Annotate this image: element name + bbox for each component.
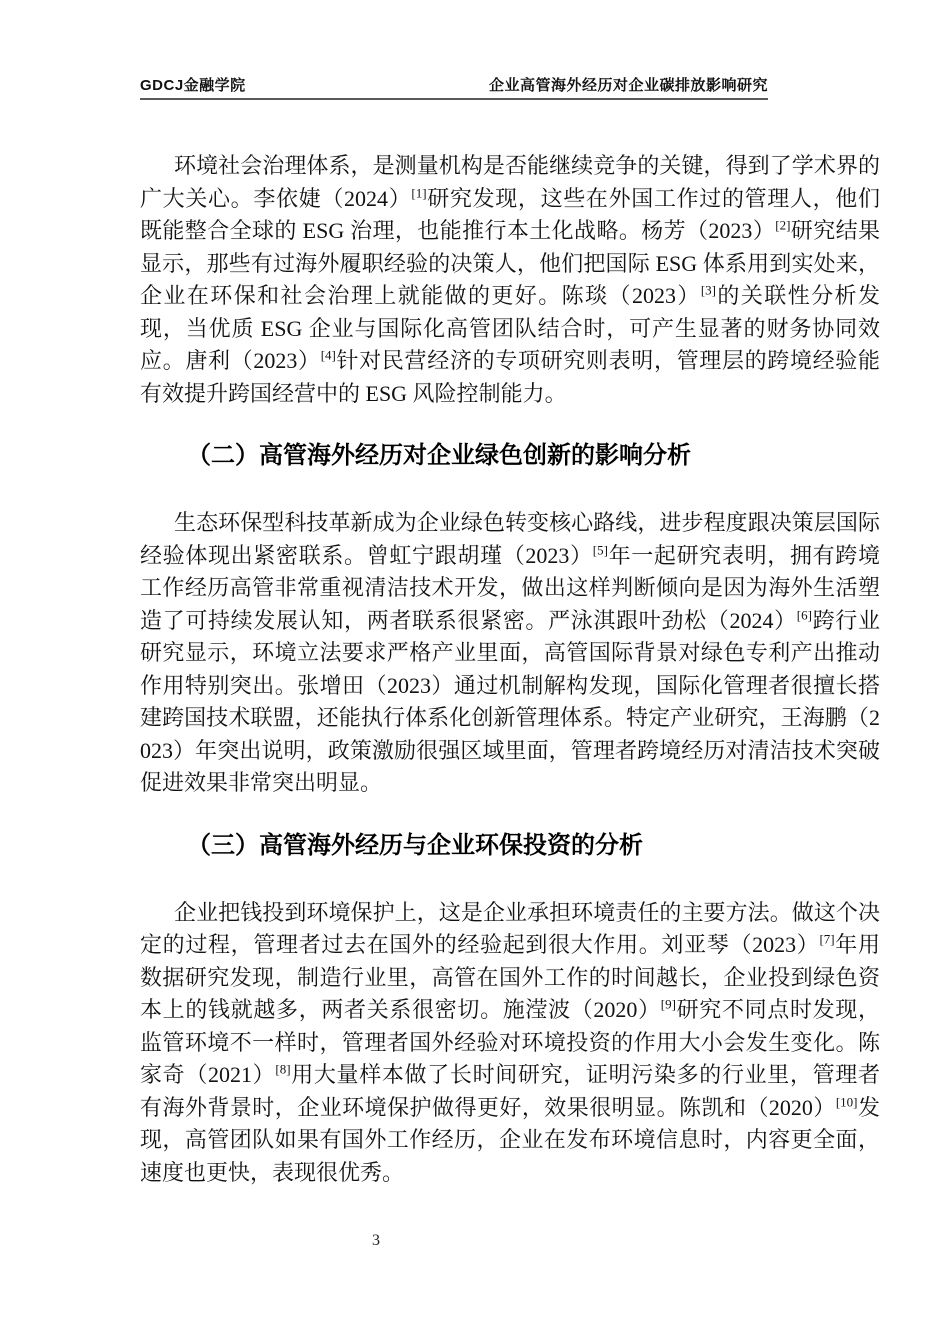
- citation-ref: [4]: [320, 347, 336, 363]
- citation-ref: [3]: [700, 282, 716, 298]
- citation-ref: [5]: [592, 542, 608, 558]
- section-heading-green-innovation: （二）高管海外经历对企业绿色创新的影响分析: [187, 442, 691, 469]
- paragraph-environmental-investment: 企业把钱投到环境保护上，这是企业承担环境责任的主要方法。做这个决定的过程，管理者过去在国外的经验起到很大作用。刘亚琴（2023）[7]年用数据研究发现，制造行业里，高管在国外工作的时间越长，企业投到绿色资本上的钱就越多，两者关系很密切。施滢波（2020）[9]研究不同点时发现，监管环境不一样时，管理者国外经验对环境投资的作用大小会发生变化。陈家奇（2021）[8]用大量样本做了长时间研究，证明污染多的行业里，管理者有海外背景时，企业环境保护做得更好，效果很明显。陈凯和（2020）[10]发现，高管团队如果有国外工作经历，企业在发布环境信息时，内容更全面，速度也更快，表现很优秀。: [140, 899, 880, 1185]
- page-header: [140, 74, 768, 100]
- citation-ref: [1]: [411, 185, 427, 201]
- paragraph-green-innovation: 生态环保型科技革新成为企业绿色转变核心路线，进步程度跟决策层国际经验体现出紧密联系。曾虹宁跟胡瑾（2023）[5]年一起研究表明，拥有跨境工作经历高管非常重视清洁技术开发，做出这样判断倾向是因为海外生活塑造了可持续发展认知，两者联系很紧密。严泳淇跟叶劲松（2024）[6]跨行业研究显示，环境立法要求严格产业里面，高管国际背景对绿色专利产出推动作用特别突出。张增田（2023）通过机制解构发现，国际化管理者很擅长搭建跨国技术联盟，还能执行体系化创新管理体系。特定产业研究，王海鹏（2023）年突出说明，政策激励很强区域里面，管理者跨境经历对清洁技术突破促进效果非常突出明显。: [140, 510, 880, 795]
- document-body: [140, 150, 880, 1189]
- citation-ref: [9]: [660, 996, 676, 1012]
- section-heading-environmental-investment: （三）高管海外经历与企业环保投资的分析: [187, 831, 643, 859]
- page-number: 3: [372, 1232, 380, 1249]
- header-paper-title: 企业高管海外经历对企业碳排放影响研究: [488, 77, 768, 94]
- citation-ref: [6]: [796, 607, 812, 623]
- citation-ref: [7]: [819, 931, 835, 947]
- header-school-name: GDCJ金融学院: [140, 77, 246, 94]
- paragraph-esg-governance: 环境社会治理体系，是测量机构是否能继续竞争的关键，得到了学术界的广大关心。李依婕（2024）[1]研究发现，这些在外国工作过的管理人，他们既能整合全球的 ESG 治理，也能推行本土化战略。杨芳（2023）[2]研究结果显示，那些有过海外履职经验的决策人，他们把国际 ESG 体系用到实处来，企业在环保和社会治理上就能做的更好。陈琰（2023）[3]的关联性分析发现，当优质 ESG 企业与国际化高管团队结合时，可产生显著的财务协同效应。唐利（2023）[4]针对民营经济的专项研究则表明，管理层的跨境经验能有效提升跨国经营中的 ESG 风险控制能力。: [140, 153, 880, 406]
- citation-ref: [2]: [775, 217, 791, 233]
- citation-ref: [8]: [275, 1061, 291, 1077]
- citation-ref: [10]: [835, 1094, 858, 1110]
